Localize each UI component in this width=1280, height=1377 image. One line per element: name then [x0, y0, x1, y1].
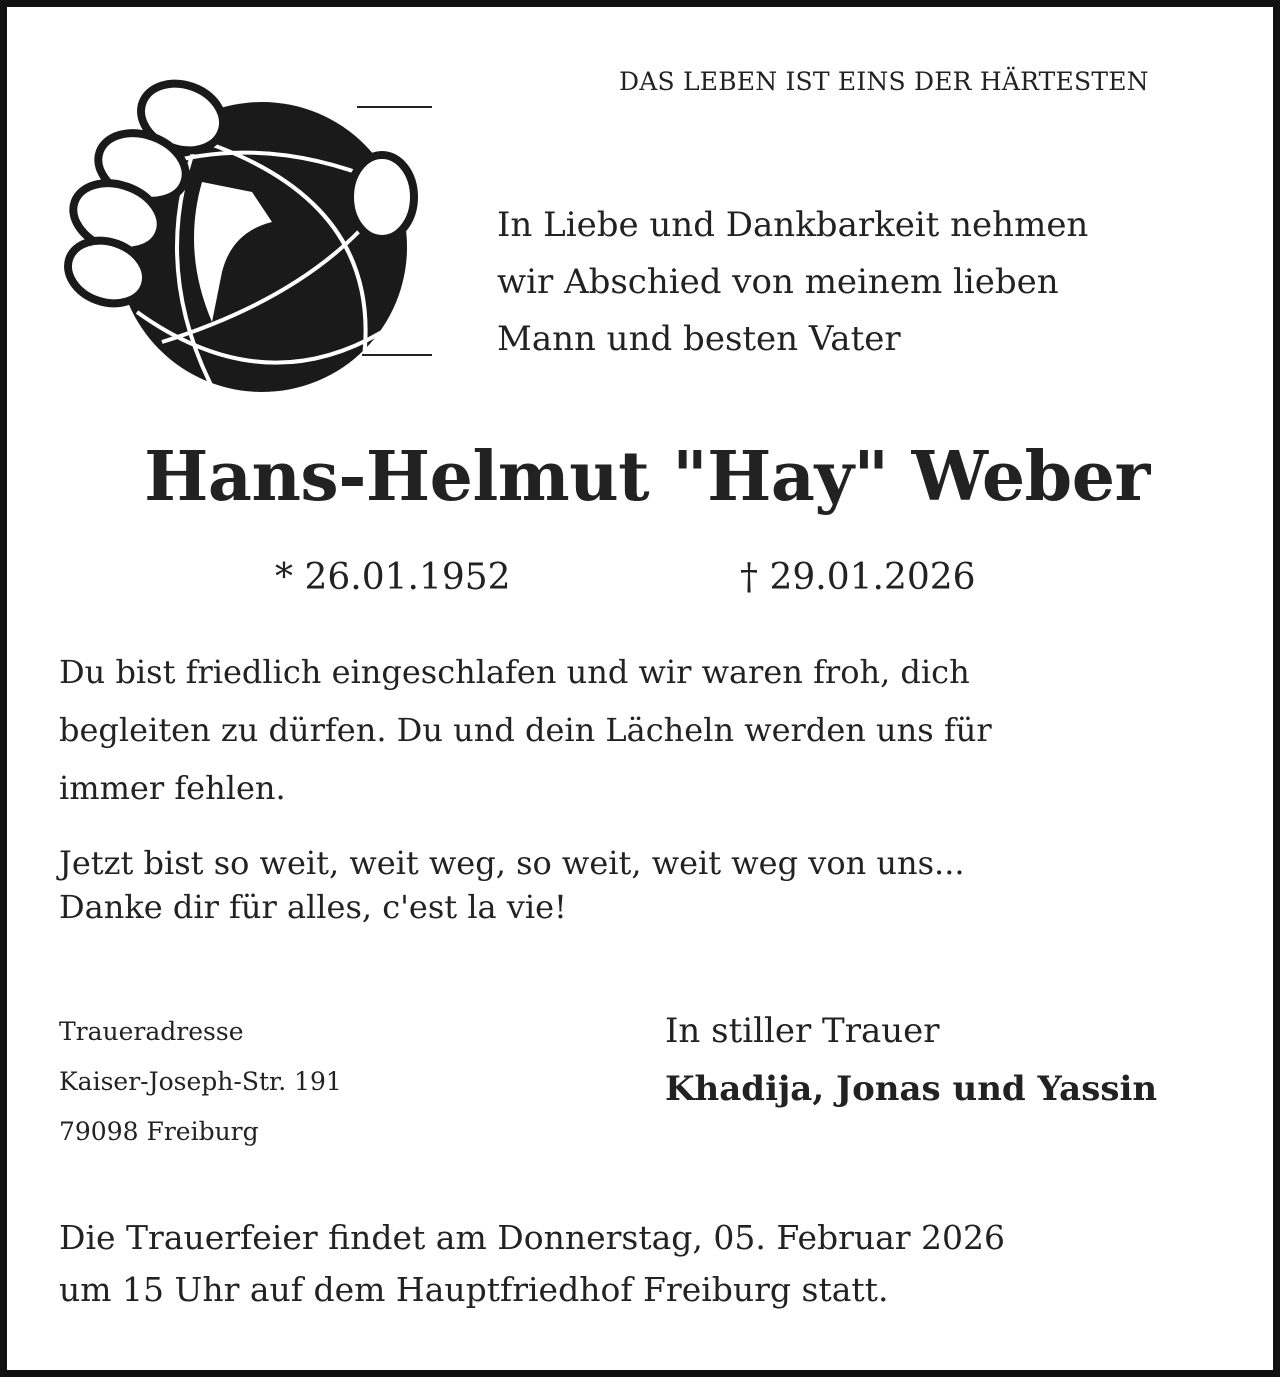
deceased-name: Hans-Helmut "Hay" Weber — [144, 437, 1150, 517]
text-line: Du bist friedlich eingeschlafen und wir waren froh, dich — [59, 653, 970, 691]
text-line: begleiten zu dürfen. Du und dein Lächeln werden uns für — [59, 711, 992, 749]
text-line: Danke dir für alles, c'est la vie! — [59, 888, 567, 926]
quote-paragraph — [59, 841, 965, 929]
address-city: 79098 Freiburg — [59, 1117, 259, 1146]
funeral-info — [59, 1212, 1005, 1316]
text-line: Die Trauerfeier findet am Donnerstag, 05. Februar 2026 — [59, 1218, 1006, 1257]
text-line: Jetzt bist so weit, weit weg, so weit, weit weg von uns... — [59, 844, 965, 882]
motto-heading: DAS LEBEN IST EINS DER HÄRTESTEN — [619, 67, 1149, 96]
address-street: Kaiser-Joseph-Str. 191 — [59, 1067, 342, 1096]
mourners-names: Khadija, Jonas und Yassin — [665, 1069, 1158, 1109]
obituary-card — [7, 7, 1273, 1370]
text-line: immer fehlen. — [59, 769, 286, 807]
hand-holding-globe-icon — [62, 72, 432, 397]
text-line: um 15 Uhr auf dem Hauptfriedhof Freiburg statt. — [59, 1270, 889, 1309]
intro-line: wir Abschied von meinem lieben — [497, 262, 1059, 302]
birth-date: * 26.01.1952 — [275, 557, 511, 598]
intro-text — [497, 197, 1088, 368]
address-label: Traueradresse — [59, 1017, 244, 1046]
mourners-block — [665, 1002, 1157, 1118]
intro-line: In Liebe und Dankbarkeit nehmen — [497, 205, 1089, 245]
death-date: † 29.01.2026 — [740, 557, 976, 598]
farewell-paragraph — [59, 643, 992, 817]
intro-line: Mann und besten Vater — [497, 319, 901, 359]
mourners-label: In stiller Trauer — [665, 1011, 940, 1051]
mourning-address — [59, 1007, 342, 1157]
